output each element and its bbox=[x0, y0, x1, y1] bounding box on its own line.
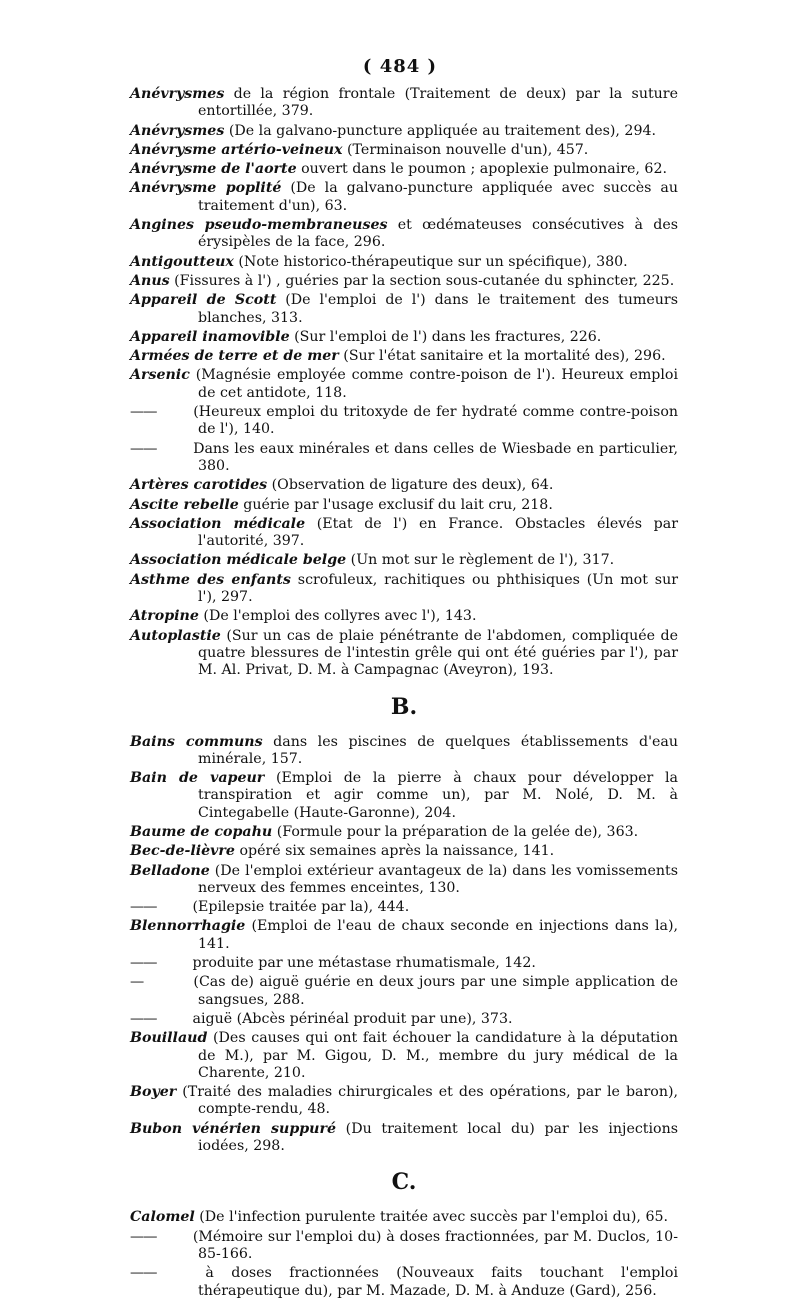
entry-term: Angines pseudo-membraneuses bbox=[130, 217, 388, 234]
entry-text: (Un mot sur le règlement de l'), 317. bbox=[346, 552, 615, 569]
entry-text: de la région frontale (Traitement de deux) par la suture entortillée, 379. bbox=[198, 86, 678, 120]
entry-term: Appareil de Scott bbox=[130, 292, 277, 309]
ditto-dash: —— bbox=[130, 899, 157, 916]
entry-term: Anévrysme de l'aorte bbox=[130, 161, 297, 178]
entry-term: Association médicale belge bbox=[130, 552, 347, 569]
index-entry bbox=[130, 142, 678, 159]
entry-text: (Du traitement local du) par les injections iodées, 298. bbox=[198, 1120, 678, 1155]
index-entry bbox=[130, 348, 678, 365]
index-entry bbox=[130, 217, 678, 252]
entry-text: (Sur un cas de plaie pénétrante de l'abdomen, compliquée de quatre blessures de l'intestin grêle qui ont été guéries par l'), par M. Al. Privat, D. M. à Campagnac (Aveyron), 193. bbox=[198, 627, 678, 679]
entry-text: (Traité des maladies chirurgicales et des opérations, par le baron), compte-rendu, 48. bbox=[176, 1084, 678, 1118]
entry-text: (Sur l'état sanitaire et la mortalité des), 296. bbox=[338, 348, 666, 365]
entry-text: (Mémoire sur l'emploi du) à doses fractionnées, par M. Duclos, 10-85-166. bbox=[188, 1228, 678, 1262]
entry-text: (Heureux emploi du tritoxyde de fer hydraté comme contre-poison de l'), 140. bbox=[188, 404, 678, 438]
entry-text: (De la galvano-puncture appliquée au traitement des), 294. bbox=[224, 122, 657, 139]
index-entry bbox=[130, 843, 678, 860]
page-number: ( 484 ) bbox=[362, 56, 438, 77]
index-entry bbox=[130, 123, 678, 140]
ditto-dash: —— bbox=[130, 440, 157, 457]
index-entry bbox=[130, 1121, 678, 1156]
entry-text: et œdémateuses consécutives à des érysipèles de la face, 296. bbox=[198, 217, 678, 251]
entry-text: (Magnésie employée comme contre-poison de l'). Heureux emploi de cet antidote, 118. bbox=[189, 367, 678, 401]
section-heading-b: B. bbox=[390, 693, 418, 720]
index-entry bbox=[130, 918, 678, 953]
index-entry bbox=[130, 770, 678, 822]
entry-text: (De l'emploi extérieur avantageux de la) dans les vomissements nerveux des femmes enceintes, 130. bbox=[198, 862, 678, 896]
entry-text: (Emploi de la pierre à chaux pour développer la transpiration et agir comme un), par M. Nolé, D. M. à Cintegabelle (Haute-Garonne), 204. bbox=[198, 770, 678, 821]
entry-text: aiguë (Abcès périnéal produit par une), 373. bbox=[188, 1010, 513, 1027]
entry-text: (De la galvano-puncture appliquée avec succès au traitement d'un), 63. bbox=[198, 180, 678, 214]
entry-term: Bouillaud bbox=[130, 1030, 208, 1047]
index-entry bbox=[130, 572, 678, 607]
entry-text: scrofuleux, rachitiques ou phthisiques (Un mot sur l'), 297. bbox=[198, 571, 678, 606]
entry-text: (Emploi de l'eau de chaux seconde en injections dans la), 141. bbox=[198, 918, 678, 952]
entry-text: (Note historico-thérapeutique sur un spécifique), 380. bbox=[233, 253, 628, 270]
index-entry bbox=[130, 734, 678, 769]
entry-term: Antigoutteux bbox=[130, 253, 234, 270]
section-heading-c: C. bbox=[391, 1169, 417, 1196]
entry-term: Anus bbox=[130, 272, 170, 289]
index-entry bbox=[130, 1084, 678, 1119]
entry-term: Arsenic bbox=[130, 367, 190, 384]
ditto-dash: —— bbox=[130, 1265, 157, 1282]
section-c bbox=[130, 1209, 678, 1299]
index-entry bbox=[130, 477, 678, 494]
index-entry bbox=[130, 974, 678, 1009]
index-entry bbox=[130, 329, 678, 346]
entry-term: Anévrysmes bbox=[130, 122, 225, 139]
ditto-dash: — bbox=[130, 974, 144, 991]
index-entry bbox=[130, 824, 678, 841]
index-entry bbox=[130, 441, 678, 476]
index-entry bbox=[130, 628, 678, 680]
ditto-dash: —— bbox=[130, 955, 157, 972]
ditto-dash: —— bbox=[130, 1228, 157, 1245]
index-entry bbox=[130, 863, 678, 898]
index-entry bbox=[130, 1229, 678, 1264]
entry-term: Bubon vénérien suppuré bbox=[130, 1120, 336, 1137]
index-body bbox=[130, 86, 678, 1302]
ditto-dash: —— bbox=[130, 1010, 157, 1027]
section-b bbox=[130, 734, 678, 1156]
entry-text: (Des causes qui ont fait échouer la candidature à la députation de M.), par M. Gigou, D. M., membre du jury médical de la Charente, 210. bbox=[198, 1030, 678, 1081]
entry-term: Anévrysmes bbox=[130, 86, 225, 102]
entry-term: Atropine bbox=[130, 608, 199, 625]
entry-term: Armées de terre et de mer bbox=[130, 348, 339, 365]
index-entry bbox=[130, 608, 678, 625]
section-a bbox=[130, 86, 678, 680]
index-entry bbox=[130, 86, 678, 121]
entry-term: Anévrysme artério-veineux bbox=[130, 141, 343, 158]
index-entry bbox=[130, 955, 678, 972]
ditto-dash: —— bbox=[130, 404, 157, 421]
entry-term: Bec-de-lièvre bbox=[130, 843, 235, 860]
index-entry bbox=[130, 1209, 678, 1226]
entry-term: Autoplastie bbox=[130, 627, 221, 644]
entry-text: (De l'infection purulente traitée avec succès par l'emploi du), 65. bbox=[194, 1209, 669, 1226]
entry-term: Boyer bbox=[130, 1084, 177, 1101]
index-entry bbox=[130, 497, 678, 514]
entry-term: Bain de vapeur bbox=[130, 770, 265, 787]
entry-text: (Etat de l') en France. Obstacles élevés par l'autorité, 397. bbox=[198, 515, 678, 550]
entry-text: (Sur l'emploi de l') dans les fractures, 226. bbox=[289, 328, 602, 345]
entry-text: (Fissures à l') , guéries par la section sous-cutanée du sphincter, 225. bbox=[169, 272, 675, 289]
entry-term: Anévrysme poplité bbox=[130, 180, 282, 197]
entry-term: Belladone bbox=[130, 862, 210, 879]
entry-term: Artères carotides bbox=[130, 477, 268, 494]
entry-text: (Epilepsie traitée par la), 444. bbox=[188, 899, 410, 916]
entry-term: Ascite rebelle bbox=[130, 496, 239, 513]
index-entry bbox=[130, 254, 678, 271]
entry-term: Blennorrhagie bbox=[130, 918, 246, 935]
index-entry bbox=[130, 899, 678, 916]
entry-text: Dans les eaux minérales et dans celles de Wiesbade en particulier, 380. bbox=[188, 440, 678, 474]
entry-term: Baume de copahu bbox=[130, 823, 273, 840]
entry-text: produite par une métastase rhumatismale, 142. bbox=[188, 955, 536, 972]
entry-term: Association médicale bbox=[130, 515, 306, 532]
entry-text: (Cas de) aiguë guérie en deux jours par une simple application de sangsues, 288. bbox=[188, 974, 678, 1008]
entry-text: à doses fractionnées (Nouveaux faits touchant l'emploi thérapeutique du), par M. Mazade, D. M. à Anduze (Gard), 256. bbox=[188, 1265, 678, 1299]
index-entry bbox=[130, 1265, 678, 1300]
index-entry bbox=[130, 292, 678, 327]
entry-text: (Terminaison nouvelle d'un), 457. bbox=[342, 141, 589, 158]
entry-term: Appareil inamovible bbox=[130, 328, 290, 345]
entry-text: (De l'emploi de l') dans le traitement des tumeurs blanches, 313. bbox=[198, 292, 678, 326]
index-entry bbox=[130, 552, 678, 569]
entry-text: (Observation de ligature des deux), 64. bbox=[267, 477, 554, 494]
index-entry bbox=[130, 516, 678, 551]
index-entry bbox=[130, 367, 678, 402]
entry-term: Asthme des enfants bbox=[130, 571, 291, 588]
entry-term: Calomel bbox=[130, 1209, 195, 1226]
index-entry bbox=[130, 180, 678, 215]
entry-text: (De l'emploi des collyres avec l'), 143. bbox=[198, 608, 477, 625]
index-entry bbox=[130, 273, 678, 290]
entry-text: guérie par l'usage exclusif du lait cru, 218. bbox=[238, 496, 553, 513]
entry-text: opéré six semaines après la naissance, 141. bbox=[234, 843, 555, 860]
index-entry bbox=[130, 1030, 678, 1082]
entry-term: Bains communs bbox=[130, 733, 263, 750]
entry-text: dans les piscines de quelques établissements d'eau minérale, 157. bbox=[198, 733, 678, 767]
entry-text: (Formule pour la préparation de la gelée de), 363. bbox=[272, 823, 639, 840]
entry-text: ouvert dans le poumon ; apoplexie pulmonaire, 62. bbox=[296, 161, 667, 178]
index-entry bbox=[130, 1011, 678, 1028]
index-entry bbox=[130, 161, 678, 178]
index-entry bbox=[130, 404, 678, 439]
